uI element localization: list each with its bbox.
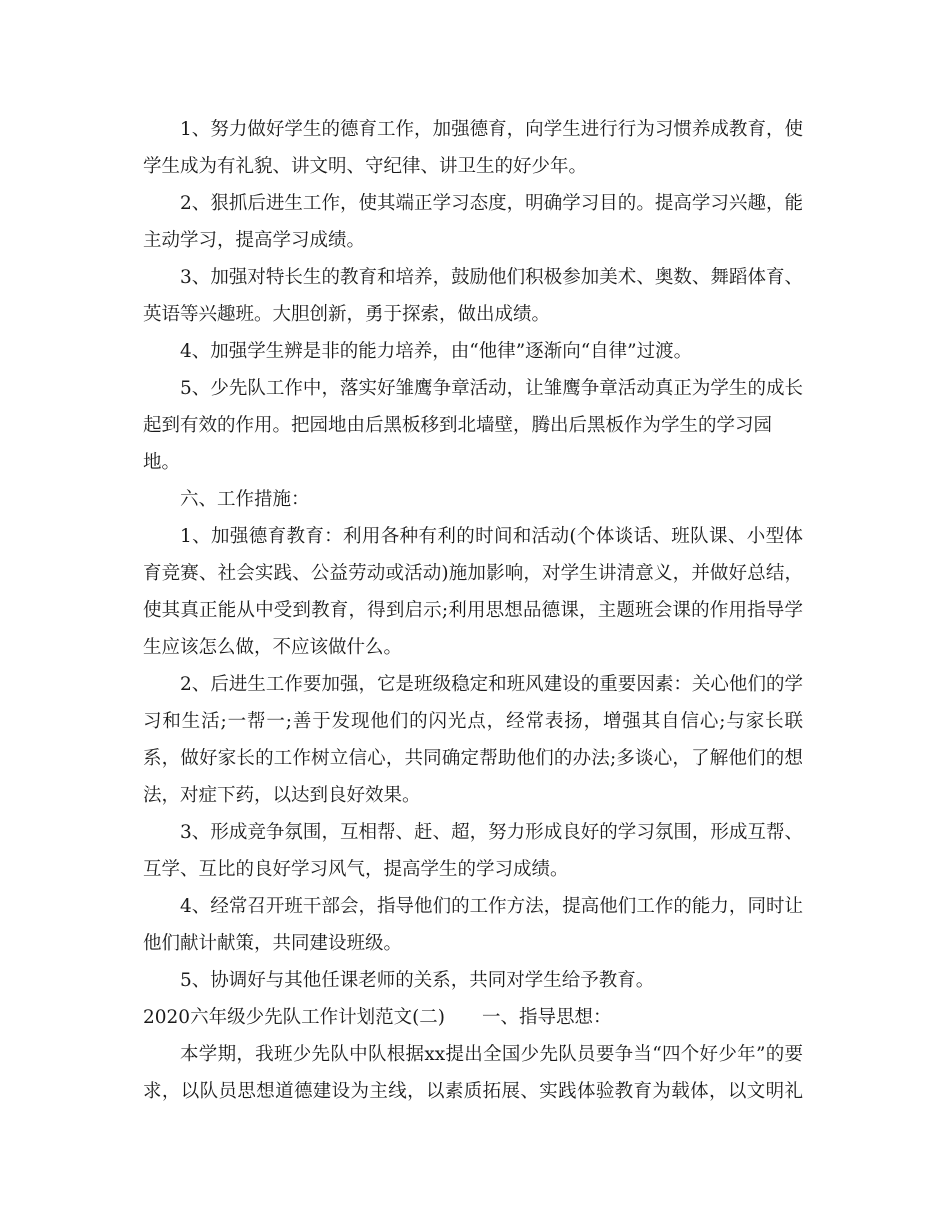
paragraph-line: 互学、互比的良好学习风气，提高学生的学习成绩。 bbox=[143, 859, 569, 880]
paragraph-line: 起到有效的作用。把园地由后黑板移到北墙壁，腾出后黑板作为学生的学习园 bbox=[143, 415, 773, 436]
paragraph-line: 生应该怎么做，不应该做什么。 bbox=[143, 637, 403, 658]
paragraph-line: 1、加强德育教育：利用各种有利的时间和活动(个体谈话、班队课、小型体 bbox=[180, 526, 803, 547]
paragraph-line: 2、狠抓后进生工作，使其端正学习态度，明确学习目的。提高学习兴趣，能 bbox=[180, 193, 803, 214]
paragraph-line: 英语等兴趣班。大胆创新，勇于探索，做出成绩。 bbox=[143, 304, 551, 325]
paragraph-line: 法，对症下药，以达到良好效果。 bbox=[143, 785, 421, 806]
paragraph-line: 地。 bbox=[143, 452, 181, 473]
paragraph-line: 4、经常召开班干部会，指导他们的工作方法，提高他们工作的能力，同时让 bbox=[180, 896, 803, 917]
paragraph-line: 本学期，我班少先队中队根据xx提出全国少先队员要争当“四个好少年”的要 bbox=[180, 1044, 803, 1065]
paragraph-line: 习和生活;一帮一;善于发现他们的闪光点，经常表扬，增强其自信心;与家长联 bbox=[143, 711, 803, 732]
section-heading: 六、工作措施： bbox=[180, 489, 310, 510]
paragraph-line: 使其真正能从中受到教育，得到启示;利用思想品德课，主题班会课的作用指导学 bbox=[143, 600, 803, 621]
article-title: 2020六年级少先队工作计划范文(二) 一、指导思想： bbox=[143, 1007, 612, 1028]
paragraph-line: 1、努力做好学生的德育工作，加强德育，向学生进行行为习惯养成教育，使 bbox=[180, 119, 803, 140]
paragraph-line: 5、协调好与其他任课老师的关系，共同对学生给予教育。 bbox=[180, 970, 655, 991]
paragraph-line: 3、形成竞争氛围，互相帮、赶、超，努力形成良好的学习氛围，形成互帮、 bbox=[180, 822, 803, 843]
paragraph-line: 他们献计献策，共同建设班级。 bbox=[143, 933, 403, 954]
paragraph-line: 5、少先队工作中，落实好雏鹰争章活动，让雏鹰争章活动真正为学生的成长 bbox=[180, 378, 803, 399]
paragraph-line: 2、后进生工作要加强，它是班级稳定和班风建设的重要因素：关心他们的学 bbox=[180, 674, 803, 695]
paragraph-line: 主动学习，提高学习成绩。 bbox=[143, 230, 366, 251]
paragraph-line: 系，做好家长的工作树立信心，共同确定帮助他们的办法;多谈心，了解他们的想 bbox=[143, 748, 803, 769]
paragraph-line: 育竞赛、社会实践、公益劳动或活动)施加影响，对学生讲清意义，并做好总结， bbox=[143, 563, 803, 584]
paragraph-line: 3、加强对特长生的教育和培养，鼓励他们积极参加美术、奥数、舞蹈体育、 bbox=[180, 267, 803, 288]
paragraph-line: 求，以队员思想道德建设为主线，以素质拓展、实践体验教育为载体，以文明礼 bbox=[143, 1081, 803, 1102]
paragraph-line: 4、加强学生辨是非的能力培养，由“他律”逐渐向“自律”过渡。 bbox=[180, 341, 693, 362]
paragraph-line: 学生成为有礼貌、讲文明、守纪律、讲卫生的好少年。 bbox=[143, 156, 588, 177]
